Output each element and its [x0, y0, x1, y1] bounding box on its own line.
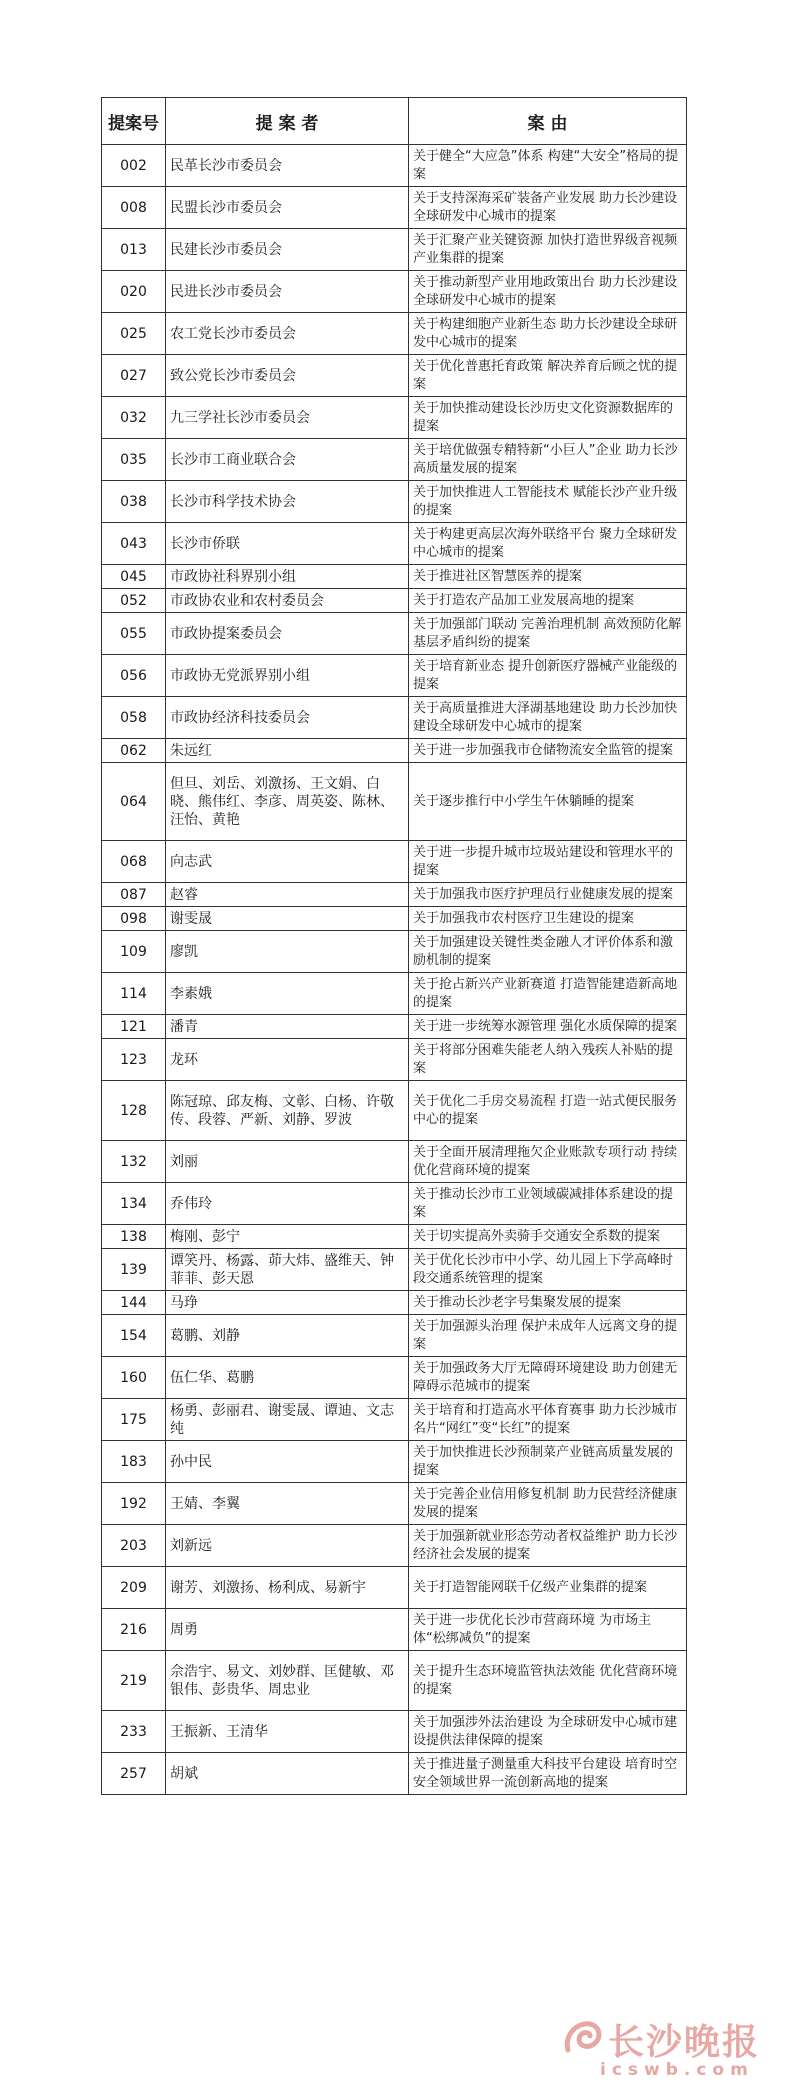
reason-cell: 关于加强源头治理 保护未成年人远离文身的提案	[409, 1315, 687, 1357]
proposal-number: 052	[102, 589, 166, 613]
proposal-number: 154	[102, 1315, 166, 1357]
table-row	[102, 1315, 687, 1357]
reason-cell: 关于推动新型产业用地政策出台 助力长沙建设全球研发中心城市的提案	[409, 271, 687, 313]
reason-cell: 关于高质量推进大泽湖基地建设 助力长沙加快建设全球研发中心城市的提案	[409, 697, 687, 739]
newspaper-logo	[560, 2010, 770, 2080]
reason-cell: 关于构建更高层次海外联络平台 聚力全球研发中心城市的提案	[409, 523, 687, 565]
table-row	[102, 481, 687, 523]
table-row	[102, 841, 687, 883]
table-row	[102, 397, 687, 439]
proposal-number: 183	[102, 1441, 166, 1483]
reason-cell: 关于切实提高外卖骑手交通安全系数的提案	[409, 1225, 687, 1249]
reason-cell: 关于健全“大应急”体系 构建“大安全”格局的提案	[409, 145, 687, 187]
reason-cell: 关于完善企业信用修复机制 助力民营经济健康发展的提案	[409, 1483, 687, 1525]
table-row	[102, 1357, 687, 1399]
proposer-cell: 长沙市工商业联合会	[166, 439, 409, 481]
proposer-cell: 向志武	[166, 841, 409, 883]
proposer-cell: 长沙市侨联	[166, 523, 409, 565]
reason-cell: 关于推进社区智慧医养的提案	[409, 565, 687, 589]
table-row	[102, 1525, 687, 1567]
table-row	[102, 1399, 687, 1441]
proposal-number: 233	[102, 1711, 166, 1753]
proposal-number: 056	[102, 655, 166, 697]
proposer-cell: 孙中民	[166, 1441, 409, 1483]
table-row	[102, 313, 687, 355]
proposer-cell: 刘丽	[166, 1141, 409, 1183]
proposal-number: 025	[102, 313, 166, 355]
proposal-number: 134	[102, 1183, 166, 1225]
table-row	[102, 229, 687, 271]
table-row	[102, 1183, 687, 1225]
header-proposer: 提 案 者	[166, 98, 409, 145]
table-row	[102, 1567, 687, 1609]
proposer-cell: 但旦、刘岳、刘激扬、王文娟、白晓、熊伟红、李彦、周英姿、陈林、汪怡、黄艳	[166, 763, 409, 841]
header-reason: 案 由	[409, 98, 687, 145]
table-row	[102, 1225, 687, 1249]
reason-cell: 关于推动长沙老字号集聚发展的提案	[409, 1291, 687, 1315]
proposal-number: 114	[102, 973, 166, 1015]
proposal-number: 257	[102, 1753, 166, 1795]
proposal-number: 209	[102, 1567, 166, 1609]
table-row	[102, 589, 687, 613]
proposer-cell: 佘浩宇、易文、刘妙群、匡健敏、邓银伟、彭贵华、周忠业	[166, 1651, 409, 1711]
proposal-number: 139	[102, 1249, 166, 1291]
proposer-cell: 刘新远	[166, 1525, 409, 1567]
proposal-number: 144	[102, 1291, 166, 1315]
proposer-cell: 市政协农业和农村委员会	[166, 589, 409, 613]
proposal-number: 121	[102, 1015, 166, 1039]
proposer-cell: 马琤	[166, 1291, 409, 1315]
proposal-number: 020	[102, 271, 166, 313]
proposer-cell: 赵睿	[166, 883, 409, 907]
proposal-number: 043	[102, 523, 166, 565]
reason-cell: 关于打造农产品加工业发展高地的提案	[409, 589, 687, 613]
proposal-number: 062	[102, 739, 166, 763]
logo-url: icswb.com	[600, 2060, 754, 2080]
proposer-cell: 伍仁华、葛鹏	[166, 1357, 409, 1399]
table-row	[102, 931, 687, 973]
header-proposal-number: 提案号	[102, 98, 166, 145]
proposal-number: 064	[102, 763, 166, 841]
proposal-number: 035	[102, 439, 166, 481]
proposer-cell: 市政协无党派界别小组	[166, 655, 409, 697]
proposer-cell: 谭笑丹、杨露、茆大炜、盛维天、钟菲菲、彭天恩	[166, 1249, 409, 1291]
proposal-number: 032	[102, 397, 166, 439]
proposal-number: 098	[102, 907, 166, 931]
proposer-cell: 谢芳、刘激扬、杨利成、易新宇	[166, 1567, 409, 1609]
proposal-number: 192	[102, 1483, 166, 1525]
proposer-cell: 民革长沙市委员会	[166, 145, 409, 187]
table-row	[102, 145, 687, 187]
reason-cell: 关于推进量子测量重大科技平台建设 培育时空安全领域世界一流创新高地的提案	[409, 1753, 687, 1795]
proposal-number: 002	[102, 145, 166, 187]
proposer-cell: 民建长沙市委员会	[166, 229, 409, 271]
proposer-cell: 农工党长沙市委员会	[166, 313, 409, 355]
proposal-number: 175	[102, 1399, 166, 1441]
reason-cell: 关于加快推进人工智能技术 赋能长沙产业升级的提案	[409, 481, 687, 523]
reason-cell: 关于优化二手房交易流程 打造一站式便民服务中心的提案	[409, 1081, 687, 1141]
reason-cell: 关于抢占新兴产业新赛道 打造智能建造新高地的提案	[409, 973, 687, 1015]
proposal-number: 219	[102, 1651, 166, 1711]
reason-cell: 关于加快推进长沙预制菜产业链高质量发展的提案	[409, 1441, 687, 1483]
reason-cell: 关于进一步加强我市仓储物流安全监管的提案	[409, 739, 687, 763]
proposer-cell: 长沙市科学技术协会	[166, 481, 409, 523]
reason-cell: 关于优化长沙市中小学、幼儿园上下学高峰时段交通系统管理的提案	[409, 1249, 687, 1291]
table-row	[102, 1015, 687, 1039]
table-row	[102, 1441, 687, 1483]
proposal-number: 087	[102, 883, 166, 907]
reason-cell: 关于优化普惠托育政策 解决养育后顾之忧的提案	[409, 355, 687, 397]
proposer-cell: 陈冠琼、邱友梅、文彰、白杨、许敬传、段蓉、严新、刘静、罗波	[166, 1081, 409, 1141]
reason-cell: 关于加快推动建设长沙历史文化资源数据库的提案	[409, 397, 687, 439]
proposal-number: 068	[102, 841, 166, 883]
table-row	[102, 697, 687, 739]
reason-cell: 关于培育和打造高水平体育赛事 助力长沙城市名片“网红”变“长红”的提案	[409, 1399, 687, 1441]
reason-cell: 关于加强我市医疗护理员行业健康发展的提案	[409, 883, 687, 907]
proposer-cell: 民盟长沙市委员会	[166, 187, 409, 229]
proposal-table	[101, 97, 687, 1795]
reason-cell: 关于培育新业态 提升创新医疗器械产业能级的提案	[409, 655, 687, 697]
proposal-number: 013	[102, 229, 166, 271]
table-row	[102, 1711, 687, 1753]
proposer-cell: 市政协社科界别小组	[166, 565, 409, 589]
reason-cell: 关于培优做强专精特新“小巨人”企业 助力长沙高质量发展的提案	[409, 439, 687, 481]
proposer-cell: 谢雯晟	[166, 907, 409, 931]
proposer-cell: 王振新、王清华	[166, 1711, 409, 1753]
table-row	[102, 1483, 687, 1525]
table-row	[102, 1249, 687, 1291]
logo-title: 长沙晚报	[608, 2021, 761, 2063]
proposal-number: 203	[102, 1525, 166, 1567]
reason-cell: 关于全面开展清理拖欠企业账款专项行动 持续优化营商环境的提案	[409, 1141, 687, 1183]
proposal-number: 109	[102, 931, 166, 973]
proposal-number: 038	[102, 481, 166, 523]
proposal-number: 027	[102, 355, 166, 397]
reason-cell: 关于打造智能网联千亿级产业集群的提案	[409, 1567, 687, 1609]
reason-cell: 关于汇聚产业关键资源 加快打造世界级音视频产业集群的提案	[409, 229, 687, 271]
table-row	[102, 655, 687, 697]
table-row	[102, 271, 687, 313]
table-row	[102, 1081, 687, 1141]
reason-cell: 关于推动长沙市工业领域碳减排体系建设的提案	[409, 1183, 687, 1225]
table-row	[102, 1291, 687, 1315]
table-row	[102, 1141, 687, 1183]
proposal-number: 160	[102, 1357, 166, 1399]
proposal-number: 132	[102, 1141, 166, 1183]
proposer-cell: 葛鹏、刘静	[166, 1315, 409, 1357]
proposal-number: 055	[102, 613, 166, 655]
table-body	[102, 145, 687, 1795]
proposal-number: 216	[102, 1609, 166, 1651]
table-row	[102, 523, 687, 565]
table-header-row	[102, 98, 687, 145]
proposal-number: 008	[102, 187, 166, 229]
proposer-cell: 朱远红	[166, 739, 409, 763]
reason-cell: 关于进一步优化长沙市营商环境 为市场主体“松绑减负”的提案	[409, 1609, 687, 1651]
reason-cell: 关于加强部门联动 完善治理机制 高效预防化解基层矛盾纠纷的提案	[409, 613, 687, 655]
swirl-logo-icon	[560, 2016, 604, 2060]
reason-cell: 关于加强新就业形态劳动者权益维护 助力长沙经济社会发展的提案	[409, 1525, 687, 1567]
table-row	[102, 763, 687, 841]
proposer-cell: 民进长沙市委员会	[166, 271, 409, 313]
proposer-cell: 潘青	[166, 1015, 409, 1039]
table-row	[102, 907, 687, 931]
table-row	[102, 355, 687, 397]
reason-cell: 关于将部分困难失能老人纳入残疾人补贴的提案	[409, 1039, 687, 1081]
reason-cell: 关于加强涉外法治建设 为全球研发中心城市建设提供法律保障的提案	[409, 1711, 687, 1753]
reason-cell: 关于进一步统筹水源管理 强化水质保障的提案	[409, 1015, 687, 1039]
proposal-number: 045	[102, 565, 166, 589]
proposer-cell: 市政协经济科技委员会	[166, 697, 409, 739]
table-row	[102, 1039, 687, 1081]
proposer-cell: 王婧、李翼	[166, 1483, 409, 1525]
proposal-number: 138	[102, 1225, 166, 1249]
proposal-number: 058	[102, 697, 166, 739]
table-row	[102, 565, 687, 589]
proposer-cell: 致公党长沙市委员会	[166, 355, 409, 397]
proposer-cell: 九三学社长沙市委员会	[166, 397, 409, 439]
reason-cell: 关于加强建设关键性类金融人才评价体系和激励机制的提案	[409, 931, 687, 973]
table-row	[102, 187, 687, 229]
proposer-cell: 杨勇、彭丽君、谢雯晟、谭迪、文志纯	[166, 1399, 409, 1441]
table-row	[102, 973, 687, 1015]
reason-cell: 关于加强政务大厅无障碍环境建设 助力创建无障碍示范城市的提案	[409, 1357, 687, 1399]
proposer-cell: 胡斌	[166, 1753, 409, 1795]
reason-cell: 关于加强我市农村医疗卫生建设的提案	[409, 907, 687, 931]
table-row	[102, 613, 687, 655]
proposal-number: 123	[102, 1039, 166, 1081]
proposer-cell: 市政协提案委员会	[166, 613, 409, 655]
table-row	[102, 1609, 687, 1651]
proposer-cell: 龙环	[166, 1039, 409, 1081]
reason-cell: 关于支持深海采矿装备产业发展 助力长沙建设全球研发中心城市的提案	[409, 187, 687, 229]
table-row	[102, 883, 687, 907]
reason-cell: 关于构建细胞产业新生态 助力长沙建设全球研发中心城市的提案	[409, 313, 687, 355]
proposer-cell: 廖凯	[166, 931, 409, 973]
table-row	[102, 439, 687, 481]
reason-cell: 关于进一步提升城市垃圾站建设和管理水平的提案	[409, 841, 687, 883]
table-row	[102, 1753, 687, 1795]
table-row	[102, 739, 687, 763]
proposer-cell: 李素娥	[166, 973, 409, 1015]
reason-cell: 关于逐步推行中小学生午休躺睡的提案	[409, 763, 687, 841]
proposer-cell: 梅刚、彭宁	[166, 1225, 409, 1249]
proposal-number: 128	[102, 1081, 166, 1141]
reason-cell: 关于提升生态环境监管执法效能 优化营商环境的提案	[409, 1651, 687, 1711]
table-row	[102, 1651, 687, 1711]
proposer-cell: 周勇	[166, 1609, 409, 1651]
proposer-cell: 乔伟玲	[166, 1183, 409, 1225]
